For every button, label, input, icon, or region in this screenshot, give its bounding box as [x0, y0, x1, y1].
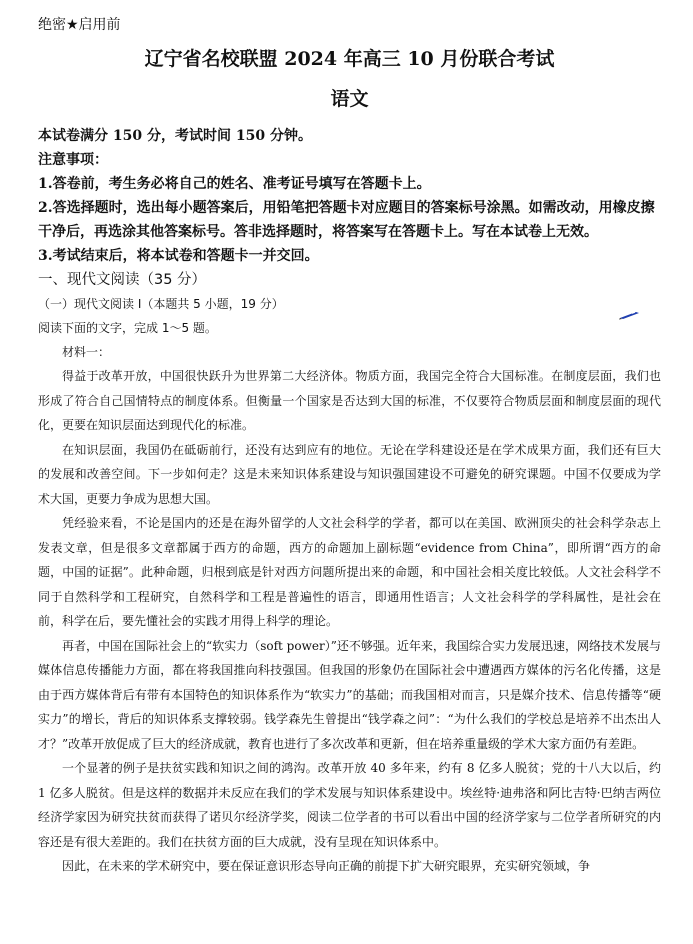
section-title: 一、现代文阅读（35 分） [38, 272, 207, 288]
pen-icon [618, 310, 640, 320]
confidential-mark: 绝密★启用前 [38, 17, 121, 33]
passage-paragraph: 凭经验来看，不论是国内的还是在海外留学的人文社会科学的学者，都可以在美国、欧洲顶尖的社会科学杂志上发表文章，但是很多文章都属于西方的命题，西方的命题加上副标题“evidence from China”，即所谓“西方的命题，中国的证据”。此种命题，归根到底是针对西方问题所提出来的命题，和中国社会相关度比较低。人文社会科学不同于自然科学和工程研究，自然科学和工程是普遍性的语言，即通用性语言；人文社会科学的学科属性，是社会在前，科学在后，要先懂社会的实践才用得上科学的理论。 [38, 516, 661, 628]
passage-paragraph: 在知识层面，我国仍在砥砺前行，还没有达到应有的地位。无论在学科建设还是在学术成果方面，我们还有巨大的发展和改善空间。下一步如何走？这是未来知识体系建设与知识强国建设不可避免的研究课题。中国不仅要成为学术大国，更要力争成为思想大国。 [38, 442, 661, 506]
notes-label: 注意事项： [38, 152, 108, 168]
material-label: 材料一： [62, 345, 111, 359]
score-time-note: 本试卷满分 150 分，考试时间 150 分钟。 [38, 128, 312, 144]
note-item: 1.答卷前，考生务必将自己的姓名、准考证号填写在答题卡上。 [38, 176, 431, 192]
note-item: 3.考试结束后，将本试卷和答题卡一并交回。 [38, 248, 319, 264]
note-item: 2.答选择题时，选出每小题答案后，用铅笔把答题卡对应题目的答案标号涂黑。如需改动，用橡皮擦干净后，再选涂其他答案标号。答非选择题时，将答案写在答题卡上。写在本试卷上无效。 [38, 200, 655, 240]
subject-title: 语文 [330, 88, 369, 110]
exam-title: 辽宁省名校联盟 2024 年高三 10 月份联合考试 [144, 48, 555, 70]
passage-paragraph: 因此，在未来的学术研究中，要在保证意识形态导向正确的前提下扩大研究眼界，充实研究领域，争 [62, 859, 591, 873]
subsection-title: （一）现代文阅读 I（本题共 5 小题，19 分） [38, 297, 284, 311]
passage-paragraph: 再者，中国在国际社会上的“软实力（soft power）”还不够强。近年来，我国综合实力发展迅速，网络技术发展与媒体信息传播能力方面，都在将我国推向科技强国。但我国的形象仍在国际社会中遭遇西方媒体的污名化传播，这是由于西方媒体背后有带有本国特色的知识体系作为“软实力”的基础；而我国相对而言，只是媒介技术、信息传播等“硬实力”的增长，背后的知识体系支撑较弱。钱学森先生曾提出“钱学森之问”：“为什么我们的学校总是培养不出杰出人才？”改革开放促成了巨大的经济成就，教育也进行了多次改革和更新，但在培养重量级的学术大家方面仍有差距。 [38, 638, 661, 751]
reading-instruction: 阅读下面的文字，完成 1～5 题。 [38, 321, 217, 335]
passage-paragraph: 得益于改革开放，中国很快跃升为世界第二大经济体。物质方面，我国完全符合大国标准。在制度层面，我们也形成了符合自己国情特点的制度体系。但衡量一个国家是否达到大国的标准，不仅要符合物质层面和制度层面的现代化，更要在知识层面达到现代化的标准。 [38, 369, 661, 432]
passage-paragraph: 一个显著的例子是扶贫实践和知识之间的鸿沟。改革开放 40 多年来，约有 8 亿多人脱贫；党的十八大以后，约 1 亿多人脱贫。但是这样的数据并未反应在我们的学术发展与知识体系建设中。埃丝特·迪弗洛和阿比吉特·巴纳吉两位经济学家因为研究扶贫而获得了诺贝尔经济学奖，阅读二位学者的书可以看出中国的经济学家与二位学者所研究的内容还是有很大差距的。我们在扶贫方面的巨大成就，没有呈现在知识体系中。 [38, 761, 661, 849]
